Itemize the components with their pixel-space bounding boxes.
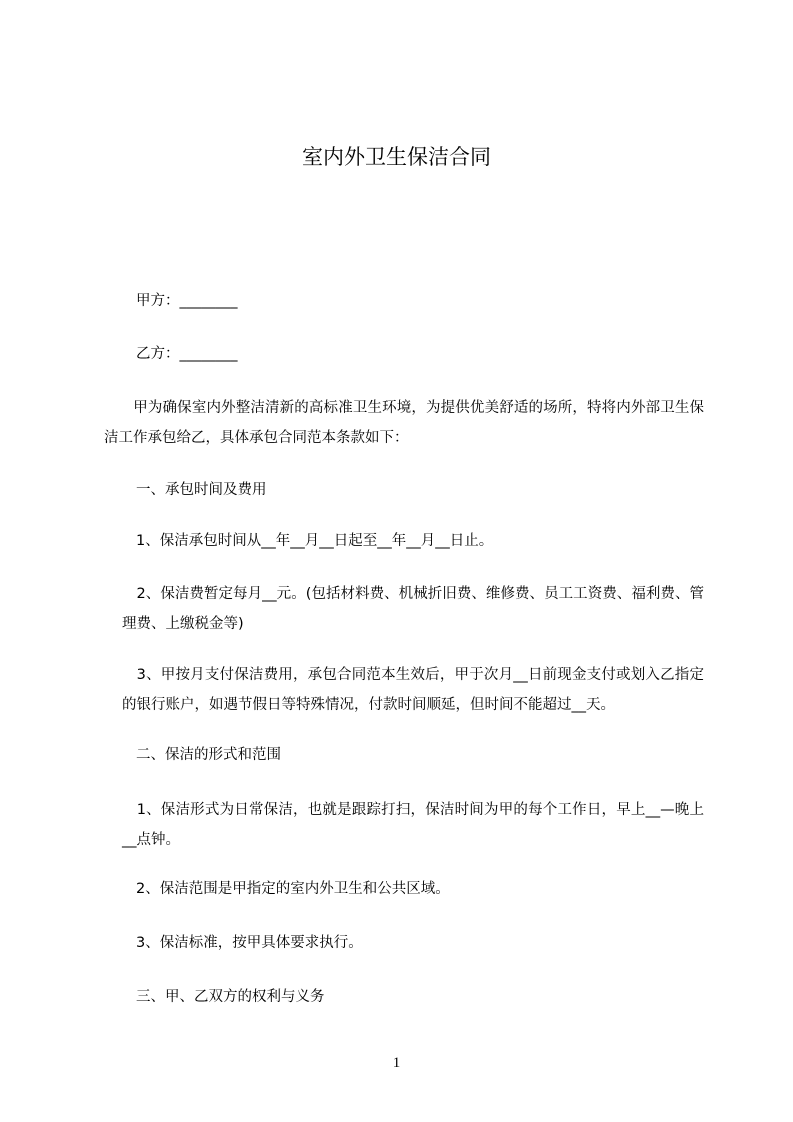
- section-3-heading: 三、甲、乙双方的权利与义务: [136, 989, 325, 1005]
- party-b-line: 乙方：________: [136, 346, 238, 362]
- document-title: 室内外卫生保洁合同: [302, 145, 491, 169]
- section-1-item-2: 2、保洁费暂定每月__元。(包括材料费、机械折旧费、维修费、员工工资费、福利费、管理费、上缴税金等): [122, 586, 704, 632]
- section-2-item-2: 2、保洁范围是甲指定的室内外卫生和公共区域。: [136, 881, 450, 897]
- section-1-item-3: 3、甲按月支付保洁费用，承包合同范本生效后，甲于次月__日前现金支付或划入乙指定的银行账户，如遇节假日等特殊情况，付款时间顺延，但时间不能超过__天。: [122, 667, 704, 713]
- page-number: 1: [392, 1055, 401, 1071]
- section-2-heading: 二、保洁的形式和范围: [136, 747, 281, 763]
- section-2-item-1: 1、保洁形式为日常保洁，也就是跟踪打扫，保洁时间为甲的每个工作日，早上__—晚上__点钟。: [122, 802, 704, 848]
- section-2-item-3: 3、保洁标准，按甲具体要求执行。: [136, 935, 363, 951]
- intro-paragraph: 甲为确保室内外整洁清新的高标准卫生环境，为提供优美舒适的场所，特将内外部卫生保洁工作承包给乙，具体承包合同范本条款如下：: [104, 400, 704, 446]
- section-1-heading: 一、承包时间及费用: [136, 482, 267, 498]
- section-1-item-1: 1、保洁承包时间从__年__月__日起至__年__月__日止。: [136, 533, 494, 549]
- party-a-line: 甲方：________: [136, 293, 238, 309]
